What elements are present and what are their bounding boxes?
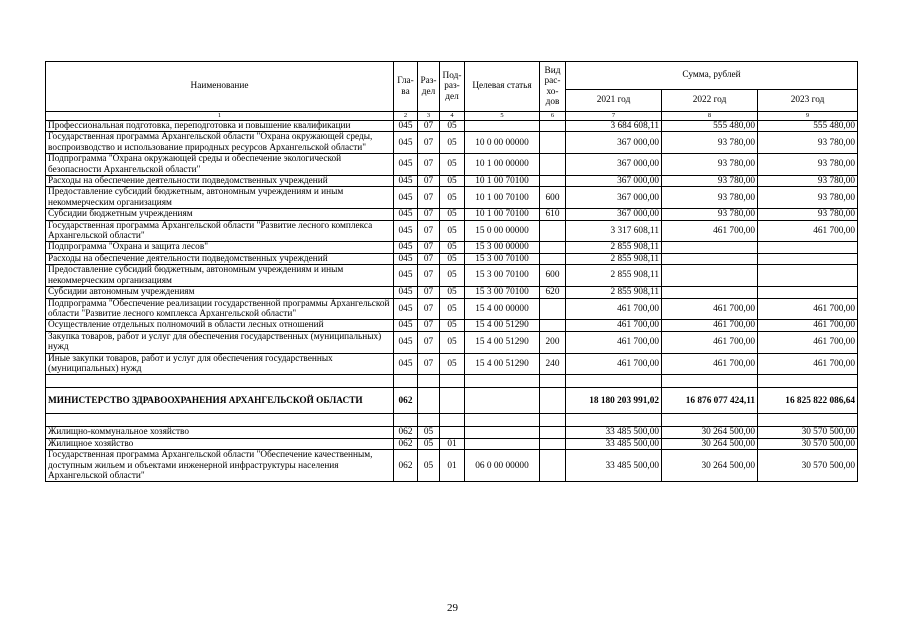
row-podrazdel: 05	[440, 187, 465, 209]
row-name: Профессиональная подготовка, переподготовка и повышение квалификации	[46, 121, 394, 132]
empty-cell	[440, 414, 465, 427]
table-row	[46, 209, 858, 220]
row-sum-2021: 367 000,00	[566, 187, 662, 209]
row-name: Иные закупки товаров, работ и услуг для обеспечения государственных (муниципальных) нужд	[46, 353, 394, 375]
ministry-row	[46, 388, 858, 414]
header-podrazdel: Под-раз-дел	[440, 62, 465, 112]
row-vid: 610	[540, 209, 566, 220]
table-row	[46, 298, 858, 320]
row-sum-2023	[758, 287, 858, 298]
empty-cell	[566, 414, 662, 427]
row-razdel: 05	[418, 438, 440, 449]
empty-cell	[440, 375, 465, 388]
row-sum-2023: 30 570 500,00	[758, 450, 858, 482]
row-podrazdel: 05	[440, 320, 465, 331]
row-sum-2021: 367 000,00	[566, 132, 662, 154]
table-row	[46, 242, 858, 253]
row-razdel: 07	[418, 176, 440, 187]
column-number: 8	[662, 112, 758, 121]
spacer-row	[46, 414, 858, 427]
row-glava: 045	[394, 242, 418, 253]
row-target	[465, 438, 540, 449]
row-razdel: 05	[418, 427, 440, 438]
row-sum-2021: 2 855 908,11	[566, 253, 662, 264]
row-vid: 620	[540, 287, 566, 298]
row-vid: 600	[540, 265, 566, 287]
row-name: Подпрограмма "Охрана и защита лесов"	[46, 242, 394, 253]
row-sum-2022: 93 780,00	[662, 187, 758, 209]
row-razdel: 07	[418, 242, 440, 253]
row-sum-2022: 30 264 500,00	[662, 427, 758, 438]
row-vid: 600	[540, 187, 566, 209]
empty-cell	[465, 375, 540, 388]
ministry-glava: 062	[394, 388, 418, 414]
row-glava: 045	[394, 320, 418, 331]
table-row	[46, 154, 858, 176]
budget-table	[45, 61, 858, 482]
row-razdel: 05	[418, 450, 440, 482]
row-podrazdel: 01	[440, 438, 465, 449]
table-row	[46, 265, 858, 287]
table-row	[46, 450, 858, 482]
row-podrazdel: 05	[440, 265, 465, 287]
header-vid: Вид рас-хо-дов	[540, 62, 566, 112]
row-sum-2021: 367 000,00	[566, 154, 662, 176]
row-target: 15 4 00 51290	[465, 320, 540, 331]
row-podrazdel: 05	[440, 176, 465, 187]
row-name: Предоставление субсидий бюджетным, автономным учреждениям и иным некоммерческим организациям	[46, 187, 394, 209]
row-razdel: 07	[418, 220, 440, 242]
table-row	[46, 353, 858, 375]
row-name: Государственная программа Архангельской области "Обеспечение качественным, доступным жильем и объектами инженерной инфраструктуры населения Архангельской области"	[46, 450, 394, 482]
row-target: 15 3 00 70100	[465, 253, 540, 264]
row-name: Расходы на обеспечение деятельности подведомственных учреждений	[46, 176, 394, 187]
row-target: 15 4 00 51290	[465, 353, 540, 375]
row-sum-2023: 30 570 500,00	[758, 438, 858, 449]
empty-cell	[418, 414, 440, 427]
row-target: 15 3 00 00000	[465, 242, 540, 253]
table-body	[46, 121, 858, 482]
page-number: 29	[447, 602, 458, 614]
row-name: Субсидии автономным учреждениям	[46, 287, 394, 298]
row-sum-2021: 367 000,00	[566, 209, 662, 220]
row-sum-2022	[662, 253, 758, 264]
row-sum-2021: 461 700,00	[566, 298, 662, 320]
row-vid	[540, 121, 566, 132]
column-number: 9	[758, 112, 858, 121]
header-2021: 2021 год	[566, 90, 662, 112]
row-vid	[540, 220, 566, 242]
row-razdel: 07	[418, 132, 440, 154]
row-sum-2022: 461 700,00	[662, 220, 758, 242]
row-name: Подпрограмма "Охрана окружающей среды и обеспечение экологической безопасности Архангельской области"	[46, 154, 394, 176]
row-target: 15 0 00 00000	[465, 220, 540, 242]
empty-cell	[662, 375, 758, 388]
row-vid	[540, 438, 566, 449]
row-name: Осуществление отдельных полномочий в области лесных отношений	[46, 320, 394, 331]
table-row	[46, 287, 858, 298]
ministry-sum-2022: 16 876 077 424,11	[662, 388, 758, 414]
row-target	[465, 427, 540, 438]
row-glava: 045	[394, 265, 418, 287]
row-sum-2023: 555 480,00	[758, 121, 858, 132]
row-sum-2023: 93 780,00	[758, 209, 858, 220]
row-sum-2021: 367 000,00	[566, 176, 662, 187]
row-glava: 062	[394, 450, 418, 482]
row-sum-2022: 93 780,00	[662, 176, 758, 187]
row-target	[465, 121, 540, 132]
row-sum-2023: 461 700,00	[758, 220, 858, 242]
row-vid	[540, 253, 566, 264]
row-razdel: 07	[418, 187, 440, 209]
empty-cell	[418, 375, 440, 388]
header-glava: Гла-ва	[394, 62, 418, 112]
empty-cell	[440, 388, 465, 414]
row-sum-2023: 93 780,00	[758, 176, 858, 187]
row-glava: 045	[394, 187, 418, 209]
row-glava: 045	[394, 353, 418, 375]
row-razdel: 07	[418, 253, 440, 264]
row-podrazdel: 05	[440, 220, 465, 242]
row-vid	[540, 176, 566, 187]
row-razdel: 07	[418, 287, 440, 298]
row-sum-2021: 461 700,00	[566, 320, 662, 331]
row-target: 10 1 00 70100	[465, 209, 540, 220]
row-name: Жилищное хозяйство	[46, 438, 394, 449]
table-row	[46, 427, 858, 438]
row-sum-2021: 3 317 608,11	[566, 220, 662, 242]
row-vid	[540, 242, 566, 253]
row-glava: 045	[394, 331, 418, 353]
row-podrazdel: 05	[440, 209, 465, 220]
row-target: 06 0 00 00000	[465, 450, 540, 482]
row-podrazdel: 05	[440, 253, 465, 264]
row-sum-2022	[662, 265, 758, 287]
column-number: 2	[394, 112, 418, 121]
row-sum-2022: 93 780,00	[662, 209, 758, 220]
column-number: 7	[566, 112, 662, 121]
row-target: 10 1 00 70100	[465, 187, 540, 209]
empty-cell	[758, 414, 858, 427]
row-vid	[540, 298, 566, 320]
empty-cell	[46, 375, 394, 388]
table-row	[46, 331, 858, 353]
row-glava: 045	[394, 220, 418, 242]
row-sum-2021: 461 700,00	[566, 331, 662, 353]
column-number: 5	[465, 112, 540, 121]
row-sum-2022: 30 264 500,00	[662, 438, 758, 449]
row-sum-2023	[758, 265, 858, 287]
row-sum-2022: 461 700,00	[662, 320, 758, 331]
ministry-name: МИНИСТЕРСТВО ЗДРАВООХРАНЕНИЯ АРХАНГЕЛЬСКОЙ ОБЛАСТИ	[46, 388, 394, 414]
row-glava: 045	[394, 132, 418, 154]
ministry-sum-2023: 16 825 822 086,64	[758, 388, 858, 414]
row-glava: 045	[394, 121, 418, 132]
row-vid	[540, 132, 566, 154]
empty-cell	[662, 414, 758, 427]
row-razdel: 07	[418, 209, 440, 220]
row-sum-2021: 461 700,00	[566, 353, 662, 375]
row-sum-2021: 3 684 608,11	[566, 121, 662, 132]
row-podrazdel: 05	[440, 331, 465, 353]
row-name: Государственная программа Архангельской области "Охрана окружающей среды, воспроизводство и использование природных ресурсов Архангельской области"	[46, 132, 394, 154]
row-podrazdel: 05	[440, 242, 465, 253]
row-razdel: 07	[418, 154, 440, 176]
row-sum-2021: 2 855 908,11	[566, 287, 662, 298]
header-sum: Сумма, рублей	[566, 62, 858, 90]
empty-cell	[758, 375, 858, 388]
row-podrazdel	[440, 427, 465, 438]
table-row	[46, 121, 858, 132]
row-sum-2022: 461 700,00	[662, 353, 758, 375]
row-sum-2023	[758, 253, 858, 264]
row-target: 10 0 00 00000	[465, 132, 540, 154]
row-razdel: 07	[418, 121, 440, 132]
row-target: 15 3 00 70100	[465, 287, 540, 298]
column-number: 6	[540, 112, 566, 121]
row-sum-2021: 33 485 500,00	[566, 427, 662, 438]
table-row	[46, 132, 858, 154]
column-number: 1	[46, 112, 394, 121]
table-row	[46, 253, 858, 264]
empty-cell	[394, 414, 418, 427]
row-razdel: 07	[418, 265, 440, 287]
row-glava: 062	[394, 438, 418, 449]
empty-cell	[465, 388, 540, 414]
row-razdel: 07	[418, 331, 440, 353]
row-vid	[540, 320, 566, 331]
header-name: Наименование	[46, 62, 394, 112]
row-glava: 045	[394, 287, 418, 298]
table-row	[46, 320, 858, 331]
table-row	[46, 220, 858, 242]
empty-cell	[566, 375, 662, 388]
row-target: 15 4 00 51290	[465, 331, 540, 353]
row-vid	[540, 427, 566, 438]
row-sum-2023	[758, 242, 858, 253]
row-name: Подпрограмма "Обеспечение реализации государственной программы Архангельской области "Развитие лесного комплекса Архангельской области"	[46, 298, 394, 320]
row-glava: 045	[394, 253, 418, 264]
empty-cell	[394, 375, 418, 388]
row-sum-2023: 93 780,00	[758, 187, 858, 209]
column-number: 4	[440, 112, 465, 121]
row-sum-2023: 93 780,00	[758, 154, 858, 176]
table-row	[46, 176, 858, 187]
row-sum-2022: 30 264 500,00	[662, 450, 758, 482]
row-target: 10 1 00 00000	[465, 154, 540, 176]
row-sum-2023: 93 780,00	[758, 132, 858, 154]
row-podrazdel: 05	[440, 287, 465, 298]
row-name: Государственная программа Архангельской области "Развитие лесного комплекса Архангельской области"	[46, 220, 394, 242]
row-target: 10 1 00 70100	[465, 176, 540, 187]
row-sum-2022: 93 780,00	[662, 154, 758, 176]
row-podrazdel: 01	[440, 450, 465, 482]
row-sum-2022	[662, 287, 758, 298]
table-row	[46, 187, 858, 209]
row-name: Расходы на обеспечение деятельности подведомственных учреждений	[46, 253, 394, 264]
row-sum-2023: 461 700,00	[758, 298, 858, 320]
row-target: 15 4 00 00000	[465, 298, 540, 320]
empty-cell	[540, 414, 566, 427]
header-razdel: Раз-дел	[418, 62, 440, 112]
row-sum-2023: 461 700,00	[758, 353, 858, 375]
row-sum-2022: 461 700,00	[662, 331, 758, 353]
row-sum-2022: 461 700,00	[662, 298, 758, 320]
spacer-row	[46, 375, 858, 388]
row-name: Жилищно-коммунальное хозяйство	[46, 427, 394, 438]
empty-cell	[46, 414, 394, 427]
row-name: Закупка товаров, работ и услуг для обеспечения государственных (муниципальных) нужд	[46, 331, 394, 353]
row-glava: 045	[394, 154, 418, 176]
row-podrazdel: 05	[440, 154, 465, 176]
row-razdel: 07	[418, 320, 440, 331]
header-2022: 2022 год	[662, 90, 758, 112]
row-glava: 045	[394, 298, 418, 320]
row-name: Предоставление субсидий бюджетным, автономным учреждениям и иным некоммерческим организациям	[46, 265, 394, 287]
row-name: Субсидии бюджетным учреждениям	[46, 209, 394, 220]
table-row	[46, 438, 858, 449]
row-sum-2021: 33 485 500,00	[566, 438, 662, 449]
row-sum-2023: 461 700,00	[758, 331, 858, 353]
row-sum-2022: 555 480,00	[662, 121, 758, 132]
row-glava: 062	[394, 427, 418, 438]
header-2023: 2023 год	[758, 90, 858, 112]
empty-cell	[540, 388, 566, 414]
row-glava: 045	[394, 176, 418, 187]
row-vid	[540, 450, 566, 482]
row-sum-2022: 93 780,00	[662, 132, 758, 154]
row-sum-2022	[662, 242, 758, 253]
row-sum-2021: 2 855 908,11	[566, 242, 662, 253]
row-podrazdel: 05	[440, 132, 465, 154]
ministry-sum-2021: 18 180 203 991,02	[566, 388, 662, 414]
empty-cell	[465, 414, 540, 427]
row-podrazdel: 05	[440, 121, 465, 132]
row-target: 15 3 00 70100	[465, 265, 540, 287]
row-sum-2021: 33 485 500,00	[566, 450, 662, 482]
empty-cell	[540, 375, 566, 388]
row-podrazdel: 05	[440, 353, 465, 375]
row-sum-2023: 461 700,00	[758, 320, 858, 331]
column-number: 3	[418, 112, 440, 121]
row-vid	[540, 154, 566, 176]
row-glava: 045	[394, 209, 418, 220]
row-sum-2021: 2 855 908,11	[566, 265, 662, 287]
header-target: Целевая статья	[465, 62, 540, 112]
row-sum-2023: 30 570 500,00	[758, 427, 858, 438]
row-razdel: 07	[418, 298, 440, 320]
row-vid: 200	[540, 331, 566, 353]
row-vid: 240	[540, 353, 566, 375]
empty-cell	[418, 388, 440, 414]
row-podrazdel: 05	[440, 298, 465, 320]
column-number-row	[46, 112, 858, 121]
row-razdel: 07	[418, 353, 440, 375]
